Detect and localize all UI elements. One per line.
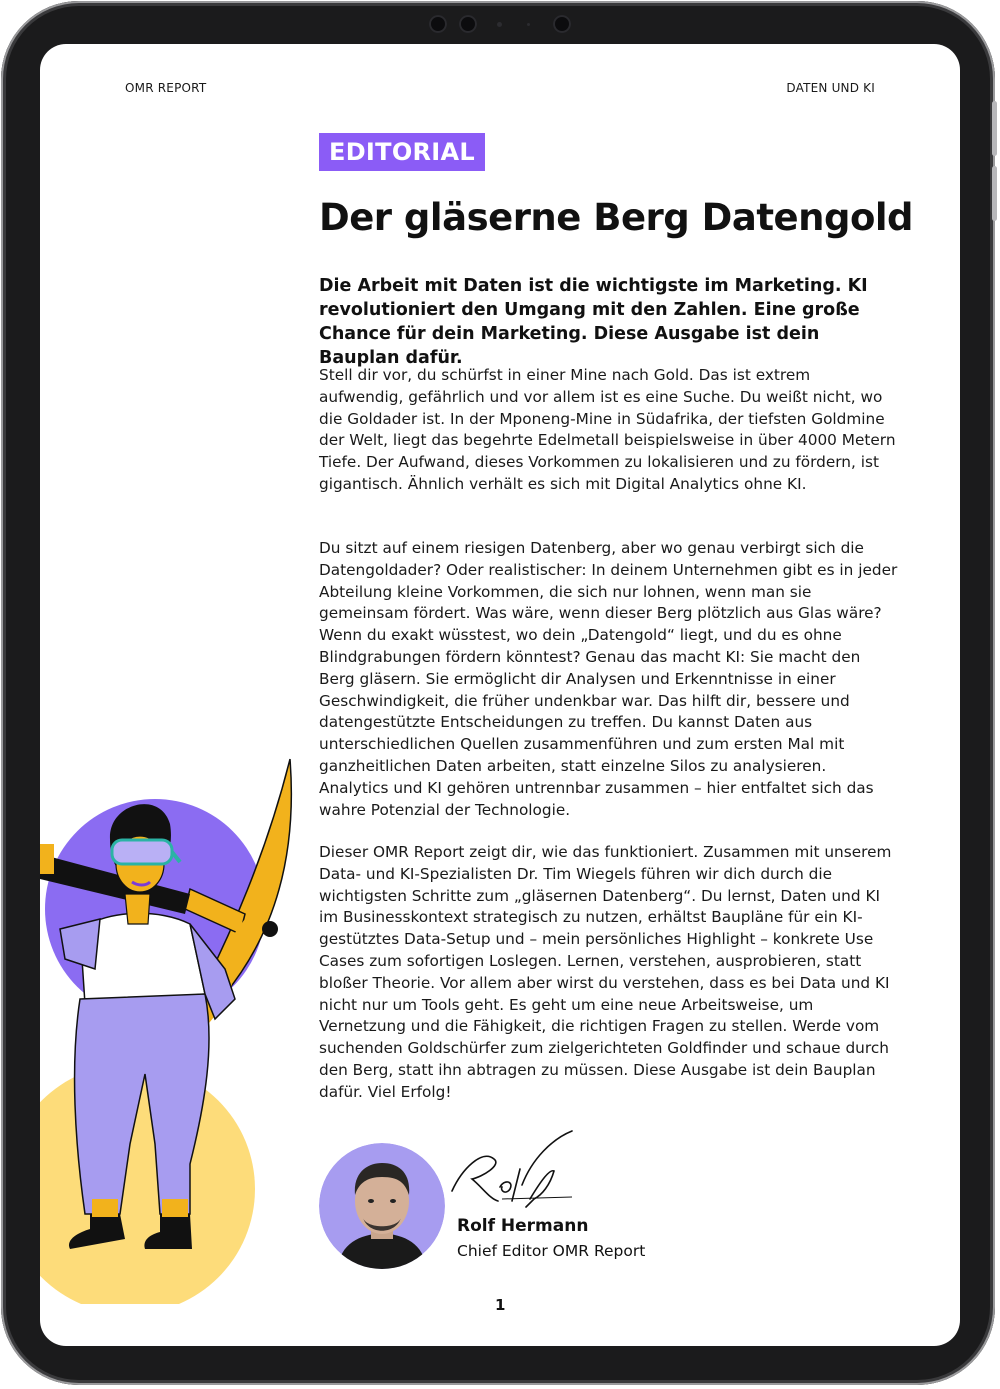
body-paragraph-3: Dieser OMR Report zeigt dir, wie das funktioniert. Zusammen mit unserem Data- und KI-Spezialisten Dr. Tim Wiegels führen wir dich durch die wichtigsten Schritte zum „gläsernen Datenberg“. Du lernst, Daten und KI im Businesskontext strategisch zu nutzen, erhältst Baupläne für ein KI-gestütztes Data-Setup und – mein persönliches Highlight – konkrete Use Cases zum sofortigen Loslegen. Lernen, verstehen, ausprobieren, statt bloßer Theorie. Vor allem aber wirst du verstehen, dass es bei Data und KI nicht nur um Tools geht. Es geht um eine neue Arbeitsweise, um Vernetzung und die Fähigkeit, die richtigen Fragen zu stellen. Werde vom suchenden Goldschürfer zum zielgerichteten Goldfinder und schaue durch den Berg, statt ihn abtragen zu müssen. Diese Ausgabe ist dein Bauplan dafür. Viel Erfolg! — [319, 843, 892, 1101]
camera-bar — [419, 13, 579, 35]
page-title: Der gläserne Berg Datengold — [319, 196, 914, 239]
sensor-icon — [497, 22, 502, 27]
camera-lens-icon — [459, 15, 477, 33]
author-avatar — [319, 1143, 445, 1269]
body-paragraph-1: Stell dir vor, du schürfst in einer Mine nach Gold. Das ist extrem aufwendig, gefährlich und vor allem ist es eine Suche. Du weißt nicht, wo die Goldader ist. In der Mponeng-Mine in Südafrika, der tiefsten Goldmine der Welt, liegt das begehrte Edelmetall beispielsweise in über 4000 Metern Tiefe. Der Aufwand, dieses Vorkommen zu lokalisieren und zu fördern, ist gigantisch. Ähnlich verhält es sich mit Digital Analytics ohne KI. — [319, 366, 896, 493]
yellow-circle-shape — [40, 1064, 255, 1304]
header-right: DATEN UND KI — [786, 81, 875, 95]
camera-lens-icon — [553, 15, 571, 33]
section-badge: EDITORIAL — [319, 133, 485, 171]
volume-down-button — [992, 166, 997, 221]
author-name: Rolf Hermann — [457, 1216, 589, 1236]
body-paragraph-2: Du sitzt auf einem riesigen Datenberg, aber wo genau verbirgt sich die Datengoldader? Oder realistischer: In deinem Unternehmen gibt es in jeder Abteilung kleine Vorkommen, die sich nur lohnen, wenn man sie gemeinsam fördert. Was wäre, wenn dieser Berg plötzlich aus Glas wäre? Wenn du exakt wüsstest, wo dein „Datengold“ liegt, und du es ohne Blindgrabungen fördern könntest? Genau das macht KI: Sie macht den Berg gläsern. Sie ermöglicht dir Analysen und Erkenntnisse in einer Geschwindigkeit, die früher undenkbar war. Das hilft dir, bessere und datengestützte Entscheidungen zu treffen. Du kannst Daten aus unterschiedlichen Quellen zusammenführen und zum ersten Mal mit ganzheitlichen Daten arbeiten, statt einzelne Silos zu analysieren. Analytics und KI gehören untrennbar zusammen – hier entfaltet sich das wahre Potenzial der Technologie. — [319, 539, 898, 819]
camera-lens-icon — [429, 15, 447, 33]
tablet-frame — [1, 1, 995, 1385]
author-role: Chief Editor OMR Report — [457, 1242, 646, 1260]
illustration-woman-pickaxe — [40, 744, 310, 1304]
page — [40, 44, 960, 1346]
vr-goggles-icon — [112, 840, 172, 864]
lead-paragraph: Die Arbeit mit Daten ist die wichtigste im Marketing. KI revolutioniert den Umgang mit den Zahlen. Eine große Chance für dein Marketing. Diese Ausgabe ist dein Bauplan dafür. — [319, 276, 868, 368]
volume-up-button — [992, 101, 997, 156]
sensor-icon — [527, 23, 530, 26]
header-left: OMR REPORT — [125, 81, 207, 95]
page-number: 1 — [495, 1296, 506, 1314]
author-signature — [442, 1129, 592, 1209]
